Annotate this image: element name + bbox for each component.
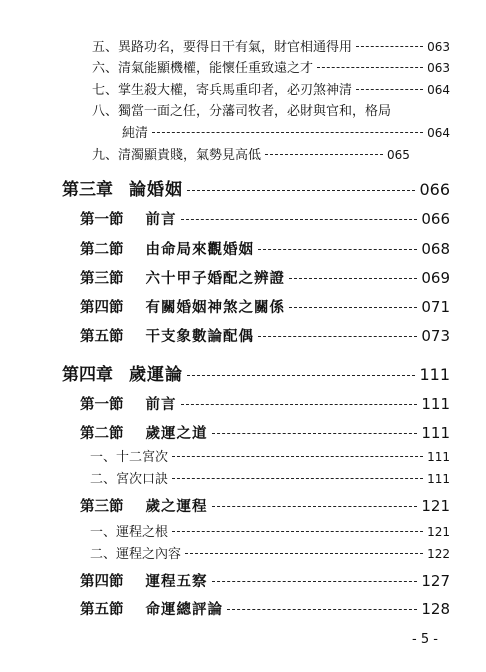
section-page: 111 — [421, 395, 450, 413]
chapter-page: 066 — [419, 180, 450, 199]
leader-line — [356, 89, 423, 90]
section-title: 命運總評論 — [145, 601, 223, 618]
section-entry — [80, 325, 450, 346]
section-page: 128 — [421, 600, 450, 618]
leader-line — [152, 132, 423, 133]
entry-page: 064 — [427, 83, 450, 97]
section-label: 第三節 — [80, 270, 124, 287]
subsection-page: 121 — [427, 525, 450, 539]
entry-label: 八、獨當一面之任，分藩司牧者，必財與官和，格局 — [92, 104, 392, 119]
leader-line — [187, 375, 415, 376]
section-label: 第一節 — [80, 396, 124, 413]
chapter-heading — [62, 360, 450, 385]
section-page: 121 — [421, 497, 450, 515]
section-entry — [80, 598, 450, 619]
section-label: 第二節 — [80, 425, 124, 442]
chapter-page: 111 — [419, 365, 450, 384]
toc-entry-continued — [122, 122, 450, 141]
section-entry — [80, 267, 450, 288]
section-title: 歲之運程 — [145, 498, 208, 515]
section-page: 069 — [421, 269, 450, 287]
toc-entry — [92, 144, 450, 163]
leader-line — [172, 456, 423, 457]
section-label: 第三節 — [80, 498, 124, 515]
entry-page: 065 — [387, 148, 410, 162]
section-title: 歲運之道 — [145, 425, 208, 442]
section-page: 066 — [421, 210, 450, 228]
section-title: 前言 — [145, 396, 177, 413]
subsection-entry — [90, 521, 450, 540]
subsection-page: 111 — [427, 450, 450, 464]
section-entry — [80, 238, 450, 259]
subsection-entry — [90, 446, 450, 465]
subsection-label: 二、運程之內容 — [90, 547, 182, 562]
section-title: 前言 — [145, 211, 177, 228]
leader-line — [212, 581, 418, 582]
subsection-label: 一、十二宮次 — [90, 450, 169, 465]
section-page: 071 — [421, 298, 450, 316]
entry-page: 063 — [427, 61, 450, 75]
leader-line — [289, 278, 417, 279]
leader-line — [289, 307, 417, 308]
subsection-label: 二、宮次口訣 — [90, 472, 169, 487]
entry-label: 純清 — [122, 126, 149, 141]
leader-line — [187, 190, 415, 191]
entry-label: 五、異路功名，要得日干有氣，財官相通得用 — [92, 40, 353, 55]
subsection-label: 一、運程之根 — [90, 525, 169, 540]
leader-line — [212, 506, 418, 507]
chapter-title: 論婚姻 — [129, 180, 183, 200]
chapter-title: 歲運論 — [129, 365, 183, 385]
section-title: 六十甲子婚配之辨證 — [145, 270, 285, 287]
section-page: 068 — [421, 240, 450, 258]
leader-line — [172, 531, 423, 532]
leader-line — [227, 609, 417, 610]
section-label: 第五節 — [80, 328, 124, 345]
toc-entry — [92, 100, 450, 119]
section-title: 由命局來觀婚姻 — [145, 241, 254, 258]
chapter-label: 第三章 — [62, 180, 113, 200]
section-label: 第二節 — [80, 241, 124, 258]
section-page: 111 — [421, 424, 450, 442]
leader-line — [265, 154, 383, 155]
leader-line — [212, 433, 418, 434]
section-label: 第五節 — [80, 601, 124, 618]
chapter-label: 第四章 — [62, 365, 113, 385]
leader-line — [317, 67, 423, 68]
subsection-entry — [90, 468, 450, 487]
page-number: - 5 - — [412, 632, 438, 647]
entry-page: 064 — [427, 126, 450, 140]
section-title: 有關婚姻神煞之關係 — [145, 299, 285, 316]
section-entry — [80, 570, 450, 591]
leader-line — [181, 219, 418, 220]
section-page: 073 — [421, 327, 450, 345]
toc-entry — [92, 57, 450, 76]
section-label: 第一節 — [80, 211, 124, 228]
section-page: 127 — [421, 572, 450, 590]
section-label: 第四節 — [80, 573, 124, 590]
leader-line — [172, 478, 423, 479]
leader-line — [181, 404, 418, 405]
section-title: 運程五察 — [145, 573, 208, 590]
toc-entry — [92, 36, 450, 55]
section-label: 第四節 — [80, 299, 124, 316]
leader-line — [258, 336, 417, 337]
leader-line — [258, 249, 417, 250]
section-entry — [80, 208, 450, 229]
entry-label: 七、掌生殺大權，寄兵馬重印者，必刃煞神清 — [92, 83, 353, 98]
subsection-page: 122 — [427, 547, 450, 561]
entry-page: 063 — [427, 40, 450, 54]
entry-label: 六、清氣能顯機權，能懷任重致遠之才 — [92, 61, 314, 76]
leader-line — [356, 46, 423, 47]
subsection-entry — [90, 543, 450, 562]
section-entry — [80, 422, 450, 443]
chapter-heading — [62, 175, 450, 200]
toc-entry — [92, 79, 450, 98]
section-entry — [80, 495, 450, 516]
section-entry — [80, 393, 450, 414]
section-title: 干支象數論配偶 — [145, 328, 254, 345]
entry-label: 九、清濁顯貴賤，氣勢見高低 — [92, 148, 262, 163]
leader-line — [185, 553, 423, 554]
subsection-page: 111 — [427, 472, 450, 486]
section-entry — [80, 296, 450, 317]
